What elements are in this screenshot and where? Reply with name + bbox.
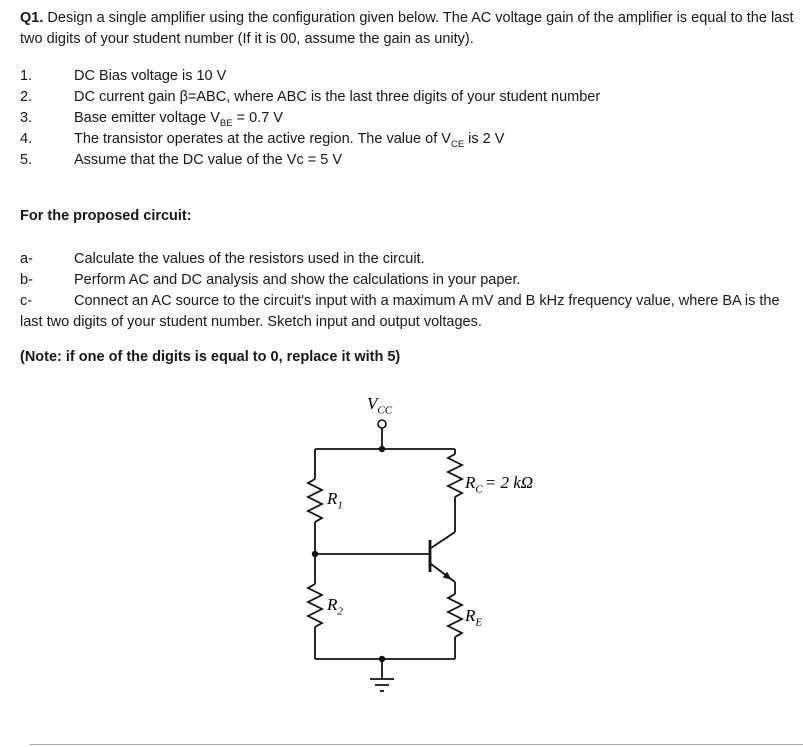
resistor-rc <box>448 454 462 497</box>
proposed-circuit-heading: For the proposed circuit: <box>20 208 192 224</box>
list-item-number: 2. <box>20 89 33 105</box>
subscript: BE <box>219 117 233 129</box>
list-item-number: 5. <box>20 152 33 168</box>
task-letter: a- <box>20 251 33 267</box>
circuit-diagram <box>290 394 590 709</box>
question-text: Design a single amplifier using the configuration given below. The AC voltage gain of the amplifier is equal to the last two digits of your student number (If it is 00, assume the gain as unity). <box>20 10 794 47</box>
list-item <box>20 108 797 129</box>
label-r1: $R_1$ <box>327 489 343 512</box>
list-item-number: 4. <box>20 131 33 147</box>
circuit-svg <box>290 394 590 709</box>
junction-dot <box>312 551 318 557</box>
junction-dot <box>379 446 385 452</box>
transistor-npn <box>430 532 455 594</box>
list-item-text: DC Bias voltage is 10 V <box>74 68 227 84</box>
junction-dot <box>379 656 385 662</box>
task-text: Calculate the values of the resistors used in the circuit. <box>74 251 425 267</box>
wires <box>315 428 455 679</box>
task-text: Perform AC and DC analysis and show the calculations in your paper. <box>74 272 521 288</box>
question-number: Q1. <box>20 10 44 26</box>
list-item <box>20 150 797 171</box>
vcc-terminal <box>378 420 386 428</box>
list-item-text: DC current gain β=ABC, where ABC is the last three digits of your student number <box>74 89 601 105</box>
tasks-list <box>20 249 797 333</box>
conditions-list <box>20 66 797 171</box>
list-item <box>20 87 797 108</box>
list-item-text: Base emitter voltage $V_{BE} = 0.7$ V <box>74 110 283 129</box>
label-r2: $R_2$ <box>327 595 343 618</box>
resistor-re <box>448 594 462 637</box>
question-intro <box>20 8 797 50</box>
label-rc: $R_C = 2$ kΩ <box>465 473 534 496</box>
list-item-text: The transistor operates at the active region. The value of $V_{CE}$ is 2 V <box>74 131 505 150</box>
task-item <box>20 249 797 270</box>
task-item <box>20 270 797 291</box>
resistor-r1 <box>308 479 322 522</box>
task-item <box>20 291 797 333</box>
list-item <box>20 66 797 87</box>
label-vcc: $V_{CC}$ <box>367 394 393 417</box>
task-letter: c- <box>20 293 33 309</box>
list-item <box>20 129 797 150</box>
list-item-text: Assume that the DC value of the Vc = 5 V <box>74 152 342 168</box>
list-item-number: 1. <box>20 68 33 84</box>
page-bottom-rule <box>30 744 803 745</box>
note-line: (Note: if one of the digits is equal to 0, replace it with 5) <box>20 349 401 365</box>
ground-symbol <box>370 679 394 691</box>
task-text: Connect an AC source to the circuit's input with a maximum A mV and B kHz frequency value, where BA is the last two digits of your student number. Sketch input and output voltages. <box>20 293 780 330</box>
subscript: CE <box>450 138 465 150</box>
resistor-r2 <box>308 584 322 627</box>
label-re: $R_E$ <box>465 606 483 629</box>
list-item-number: 3. <box>20 110 33 126</box>
task-letter: b- <box>20 272 33 288</box>
